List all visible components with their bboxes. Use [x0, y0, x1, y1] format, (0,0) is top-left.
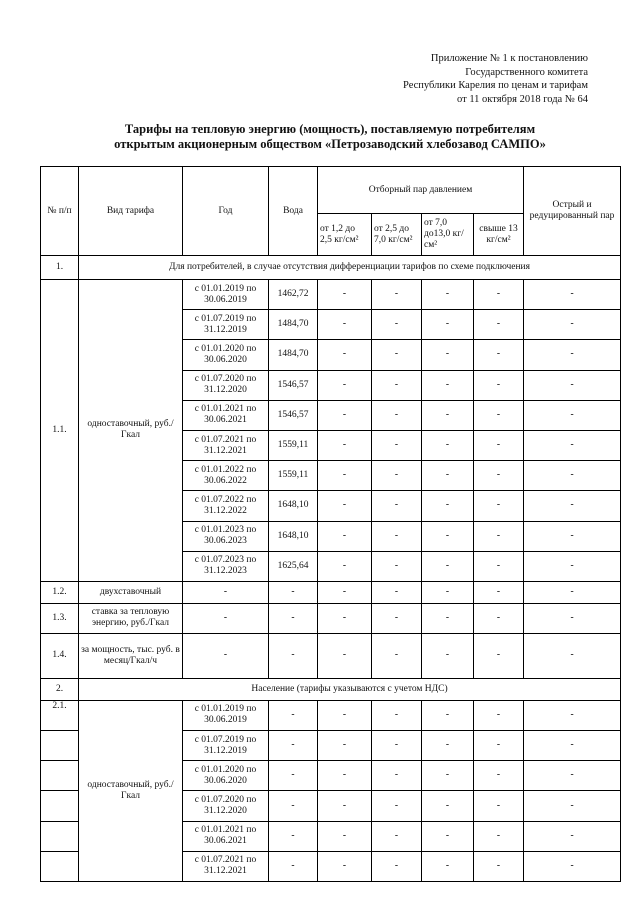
dash-cell: - — [318, 761, 372, 791]
dash-cell: - — [372, 821, 422, 851]
dash-cell: - — [524, 461, 621, 491]
dash-cell: - — [422, 633, 474, 678]
water-tariff-cell: 1484,70 — [269, 310, 318, 340]
dash-cell: - — [318, 461, 372, 491]
dash-cell: - — [318, 370, 372, 400]
dash-cell: - — [422, 700, 474, 730]
dash-cell: - — [269, 731, 318, 761]
period-cell: с 01.01.2020 по 30.06.2020 — [183, 761, 269, 791]
dash-cell: - — [318, 400, 372, 430]
dash-cell: - — [474, 551, 524, 581]
dash-cell: - — [474, 400, 524, 430]
dash-cell: - — [422, 521, 474, 551]
dash-cell: - — [318, 280, 372, 310]
period-cell: с 01.07.2021 по 31.12.2021 — [183, 430, 269, 460]
dash-cell: - — [422, 731, 474, 761]
period-cell: с 01.01.2019 по 30.06.2019 — [183, 280, 269, 310]
dash-cell: - — [474, 633, 524, 678]
dash-cell: - — [422, 430, 474, 460]
period-cell: с 01.01.2019 по 30.06.2019 — [183, 700, 269, 730]
dash-cell: - — [372, 400, 422, 430]
dash-cell: - — [318, 581, 372, 603]
dash-cell: - — [269, 603, 318, 633]
dash-cell: - — [372, 851, 422, 881]
dash-cell: - — [524, 581, 621, 603]
tariff-kind: одноставочный, руб./Гкал — [79, 280, 183, 582]
dash-cell: - — [524, 633, 621, 678]
dash-cell: - — [318, 521, 372, 551]
row-num-empty — [41, 851, 79, 881]
dash-cell: - — [474, 821, 524, 851]
period-cell: с 01.01.2020 по 30.06.2020 — [183, 340, 269, 370]
dash-cell: - — [474, 491, 524, 521]
header-num: № п/п — [41, 167, 79, 256]
dash-cell: - — [422, 340, 474, 370]
dash-cell: - — [372, 551, 422, 581]
dash-cell: - — [269, 700, 318, 730]
dash-cell: - — [269, 761, 318, 791]
dash-cell: - — [422, 310, 474, 340]
period-cell: с 01.01.2022 по 30.06.2022 — [183, 461, 269, 491]
dash-cell: - — [422, 551, 474, 581]
period-cell: с 01.07.2022 по 31.12.2022 — [183, 491, 269, 521]
dash-cell: - — [474, 761, 524, 791]
row-num: 1.1. — [41, 280, 79, 582]
dash-cell: - — [474, 700, 524, 730]
header-kind: Вид тарифа — [79, 167, 183, 256]
dash-cell: - — [524, 310, 621, 340]
table-row — [41, 603, 621, 633]
water-tariff-cell: 1546,57 — [269, 370, 318, 400]
dash-cell: - — [422, 491, 474, 521]
header-pressure-3: от 7,0 до13,0 кг/см² — [422, 214, 474, 256]
dash-cell: - — [524, 521, 621, 551]
header-sharp-steam: Острый и редуцированный пар — [524, 167, 621, 256]
water-tariff-cell: 1462,72 — [269, 280, 318, 310]
period-cell: с 01.07.2021 по 31.12.2021 — [183, 851, 269, 881]
water-tariff-cell: 1625,64 — [269, 551, 318, 581]
dash-cell: - — [372, 581, 422, 603]
dash-cell: - — [372, 761, 422, 791]
dash-cell: - — [524, 370, 621, 400]
dash-cell: - — [269, 791, 318, 821]
dash-cell: - — [318, 821, 372, 851]
header-steam: Отборный пар давлением — [318, 167, 524, 214]
period-cell: с 01.07.2023 по 31.12.2023 — [183, 551, 269, 581]
dash-cell: - — [422, 791, 474, 821]
section-text: Для потребителей, в случае отсутствия дифференциации тарифов по схеме подключения — [79, 256, 621, 280]
appendix-note — [328, 52, 588, 106]
period-cell: с 01.07.2019 по 31.12.2019 — [183, 731, 269, 761]
dash-cell: - — [474, 340, 524, 370]
period-cell: с 01.01.2021 по 30.06.2021 — [183, 821, 269, 851]
dash-cell: - — [372, 370, 422, 400]
dash-cell: - — [422, 461, 474, 491]
tariff-kind: двухставочный — [79, 581, 183, 603]
water-tariff-cell: 1648,10 — [269, 521, 318, 551]
period-cell: с 01.07.2020 по 31.12.2020 — [183, 370, 269, 400]
dash-cell: - — [372, 280, 422, 310]
header-year: Год — [183, 167, 269, 256]
dash-cell: - — [474, 430, 524, 460]
dash-cell: - — [318, 310, 372, 340]
dash-cell: - — [524, 851, 621, 881]
dash-cell: - — [474, 851, 524, 881]
appendix-line: Республики Карелия по ценам и тарифам — [403, 80, 588, 91]
water-tariff-cell: 1559,11 — [269, 430, 318, 460]
water-tariff-cell: 1648,10 — [269, 491, 318, 521]
dash-cell: - — [524, 430, 621, 460]
tariff-kind: за мощность, тыс. руб. в месяц/Гкал/ч — [79, 633, 183, 678]
dash-cell: - — [372, 461, 422, 491]
dash-cell: - — [474, 521, 524, 551]
dash-cell: - — [269, 851, 318, 881]
dash-cell: - — [372, 791, 422, 821]
document-title — [40, 122, 620, 152]
row-num-empty — [41, 791, 79, 821]
dash-cell: - — [422, 280, 474, 310]
dash-cell: - — [318, 430, 372, 460]
dash-cell: - — [372, 491, 422, 521]
dash-cell: - — [318, 603, 372, 633]
dash-cell: - — [422, 761, 474, 791]
title-line: открытым акционерным обществом «Петрозаводский хлебозавод САМПО» — [114, 137, 546, 151]
dash-cell: - — [422, 581, 474, 603]
dash-cell: - — [372, 633, 422, 678]
dash-cell: - — [524, 400, 621, 430]
dash-cell: - — [474, 310, 524, 340]
water-tariff-cell: 1546,57 — [269, 400, 318, 430]
dash-cell: - — [474, 461, 524, 491]
row-num: 1.3. — [41, 603, 79, 633]
tariff-kind: одноставочный, руб./Гкал — [79, 700, 183, 881]
table-row — [41, 280, 621, 310]
dash-cell: - — [318, 851, 372, 881]
dash-cell: - — [524, 761, 621, 791]
dash-cell: - — [474, 603, 524, 633]
dash-cell: - — [474, 731, 524, 761]
header-water: Вода — [269, 167, 318, 256]
dash-cell: - — [372, 430, 422, 460]
dash-cell: - — [474, 280, 524, 310]
dash-cell: - — [372, 731, 422, 761]
section-row — [41, 678, 621, 700]
row-num-empty — [41, 731, 79, 761]
dash-cell: - — [183, 581, 269, 603]
section-text: Население (тарифы указываются с учетом НДС) — [79, 678, 621, 700]
table-row — [41, 700, 621, 730]
dash-cell: - — [269, 633, 318, 678]
section-num: 1. — [41, 256, 79, 280]
dash-cell: - — [422, 603, 474, 633]
row-num: 2.1. — [41, 700, 79, 730]
header-pressure-1: от 1,2 до 2,5 кг/см² — [318, 214, 372, 256]
dash-cell: - — [269, 821, 318, 851]
dash-cell: - — [183, 633, 269, 678]
dash-cell: - — [474, 791, 524, 821]
dash-cell: - — [318, 551, 372, 581]
dash-cell: - — [474, 370, 524, 400]
water-tariff-cell: 1559,11 — [269, 461, 318, 491]
dash-cell: - — [318, 791, 372, 821]
dash-cell: - — [422, 821, 474, 851]
section-num: 2. — [41, 678, 79, 700]
appendix-line: Государственного комитета — [465, 66, 588, 78]
dash-cell: - — [524, 821, 621, 851]
tariff-table — [40, 166, 621, 882]
table-row — [41, 633, 621, 678]
dash-cell: - — [524, 491, 621, 521]
header-pressure-4: свыше 13 кг/см² — [474, 214, 524, 256]
dash-cell: - — [474, 581, 524, 603]
dash-cell: - — [318, 731, 372, 761]
dash-cell: - — [422, 370, 474, 400]
dash-cell: - — [524, 551, 621, 581]
appendix-line: Приложение № 1 к постановлению — [430, 53, 588, 64]
dash-cell: - — [183, 603, 269, 633]
dash-cell: - — [524, 603, 621, 633]
tariff-kind: ставка за тепловую энергию, руб./Гкал — [79, 603, 183, 633]
period-cell: с 01.07.2019 по 31.12.2019 — [183, 310, 269, 340]
title-line: Тарифы на тепловую энергию (мощность), поставляемую потребителям — [124, 122, 536, 136]
dash-cell: - — [372, 603, 422, 633]
dash-cell: - — [372, 521, 422, 551]
row-num-empty — [41, 761, 79, 791]
header-pressure-2: от 2,5 до 7,0 кг/см² — [372, 214, 422, 256]
dash-cell: - — [422, 400, 474, 430]
dash-cell: - — [372, 310, 422, 340]
row-num: 1.4. — [41, 633, 79, 678]
dash-cell: - — [318, 491, 372, 521]
dash-cell: - — [524, 700, 621, 730]
water-tariff-cell: 1484,70 — [269, 340, 318, 370]
appendix-line: от 11 октября 2018 года № 64 — [457, 93, 588, 105]
row-num: 1.2. — [41, 581, 79, 603]
dash-cell: - — [318, 700, 372, 730]
table-row — [41, 581, 621, 603]
dash-cell: - — [269, 581, 318, 603]
section-row — [41, 256, 621, 280]
dash-cell: - — [372, 340, 422, 370]
period-cell: с 01.01.2023 по 30.06.2023 — [183, 521, 269, 551]
period-cell: с 01.01.2021 по 30.06.2021 — [183, 400, 269, 430]
period-cell: с 01.07.2020 по 31.12.2020 — [183, 791, 269, 821]
dash-cell: - — [422, 851, 474, 881]
dash-cell: - — [524, 731, 621, 761]
row-num-empty — [41, 821, 79, 851]
dash-cell: - — [318, 340, 372, 370]
dash-cell: - — [318, 633, 372, 678]
dash-cell: - — [524, 791, 621, 821]
dash-cell: - — [524, 280, 621, 310]
dash-cell: - — [524, 340, 621, 370]
dash-cell: - — [372, 700, 422, 730]
